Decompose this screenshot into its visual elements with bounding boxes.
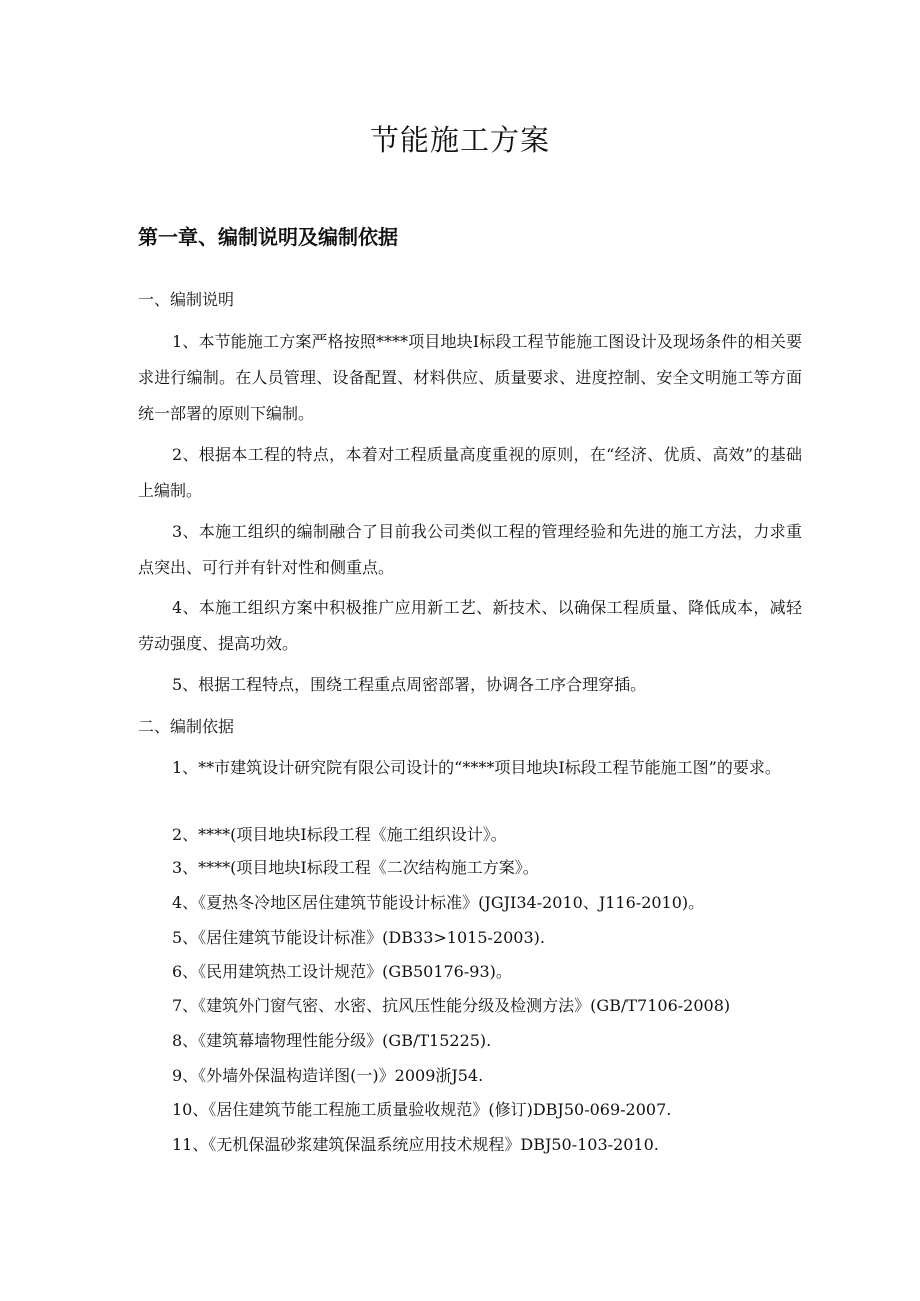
reference-item-1: 1、**市建筑设计研究院有限公司设计的“****项目地块Ⅰ标段工程节能施工图”的要求。 <box>172 758 781 777</box>
chapter-heading: 第一章、编制说明及编制依据 <box>138 225 398 249</box>
reference-item-9: 9、《外墙外保温构造详图(一)》2009浙J54. <box>172 1066 484 1085</box>
reference-item-5: 5、《居住建筑节能设计标准》(DB33>1015-2003). <box>172 928 545 947</box>
reference-item-6: 6、《民用建筑热工设计规范》(GB50176-93)。 <box>172 962 512 981</box>
reference-item-7: 7、《建筑外门窗气密、水密、抗风压性能分级及检测方法》(GB/T7106-2008) <box>172 996 731 1015</box>
paragraph-2: 2、根据本工程的特点，本着对工程质量高度重视的原则，在“经济、优质、高效”的基础上编制。 <box>138 445 802 500</box>
section-heading-1: 一、编制说明 <box>138 290 235 309</box>
paragraph-1: 1、本节能施工方案严格按照****项目地块Ⅰ标段工程节能施工图设计及现场条件的相关要求进行编制。在人员管理、设备配置、材料供应、质量要求、进度控制、安全文明施工等方面统一部署的原则下编制。 <box>138 332 802 423</box>
reference-item-8: 8、《建筑幕墙物理性能分级》(GB/T15225). <box>172 1031 492 1050</box>
paragraph-5: 5、根据工程特点，围绕工程重点周密部署，协调各工序合理穿插。 <box>172 675 647 694</box>
section-heading-2: 二、编制依据 <box>138 717 235 736</box>
reference-item-3: 3、****(项目地块Ⅰ标段工程《二次结构施工方案》。 <box>172 858 539 877</box>
paragraph-3: 3、本施工组织的编制融合了目前我公司类似工程的管理经验和先进的施工方法，力求重点突出、可行并有针对性和侧重点。 <box>138 522 802 577</box>
document-title: 节能施工方案 <box>369 123 550 157</box>
paragraph-4: 4、本施工组织方案中积极推广应用新工艺、新技术、以确保工程质量、降低成本，减轻劳动强度、提高功效。 <box>138 598 802 653</box>
reference-item-10: 10、《居住建筑节能工程施工质量验收规范》(修订)DBJ50-069-2007. <box>172 1100 672 1119</box>
reference-item-11: 11、《无机保温砂浆建筑保温系统应用技术规程》DBJ50-103-2010. <box>172 1135 659 1154</box>
reference-item-4: 4、《夏热冬冷地区居住建筑节能设计标准》(JGJI34-2010、J116-2010)。 <box>172 893 705 912</box>
reference-item-2: 2、****(项目地块Ⅰ标段工程《施工组织设计》。 <box>172 825 507 844</box>
